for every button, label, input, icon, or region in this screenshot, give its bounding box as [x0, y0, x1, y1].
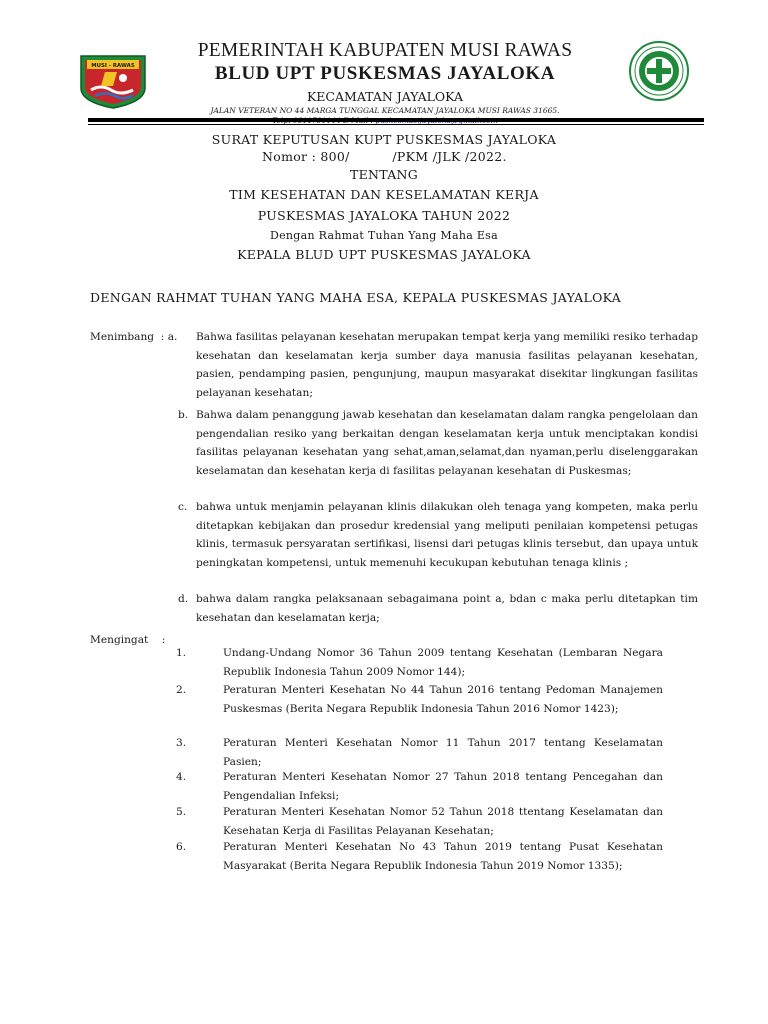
institution-name: BLUD UPT PUSKESMAS JAYALOKA	[214, 63, 556, 84]
preamble: DENGAN RAHMAT TUHAN YANG MAHA ESA, KEPALA PUSKESMAS JAYALOKA	[90, 290, 622, 305]
mengingat-item-5: Peraturan Menteri Kesehatan Nomor 52 Tahun 2018 ttentang Keselamatan dan Kesehatan Kerja di Fasilitas Pelayanan Kesehatan;	[223, 806, 663, 837]
decree-number: Nomor : 800/ /PKM /JLK /2022.	[262, 149, 507, 164]
mengingat-number-6: 6.	[176, 841, 187, 853]
menimbang-item-b: Bahwa dalam penanggung jawab kesehatan dan keselamatan dalam rangka pengelolaan dan pengendalian resiko yang berkaitan dengan keselamatan kerja untuk menciptakan kondisi fasilitas pelayanan kesehatan yang sehat,aman,selamat,dan nyaman,perlu diselenggarakan keselamatan dan kesehatan kerja di fasilitas pelayanan kesehatan di Puskesmas;	[196, 409, 698, 477]
menimbang-item-d: bahwa dalam rangka pelaksanaan sebagaimana point a, bdan c maka perlu ditetapkan tim kesehatan dan keselamatan kerja;	[196, 593, 698, 624]
mengingat-label: Mengingat :	[90, 634, 166, 646]
decree-subject-line2: PUSKESMAS JAYALOKA TAHUN 2022	[257, 208, 511, 223]
mengingat-item-3: Peraturan Menteri Kesehatan Nomor 11 Tahun 2017 tentang Keselamatan Pasien;	[223, 737, 663, 768]
puskesmas-cross-emblem	[628, 40, 690, 102]
mengingat-number-5: 5.	[176, 806, 187, 818]
about-heading: TENTANG	[349, 167, 419, 182]
address-line: JALAN VETERAN NO 44 MARGA TUNGGAL KECAMATAN JAYALOKA MUSI RAWAS 31665.	[210, 106, 560, 115]
menimbang-item-a: Bahwa fasilitas pelayanan kesehatan merupakan tempat kerja yang memiliki resiko terhadap kesehatan dan keselamatan kerja sumber daya manusia fasilitas pelayanan kesehatan, pasien, pendamping pasien, pengunjung, maupun masyarakat disekitar lingkungan fasilitas pelayanan kesehatan;	[196, 331, 698, 399]
letterhead-divider-thick	[88, 118, 704, 122]
letterhead-divider-thin	[88, 124, 704, 125]
decree-subject-line1: TIM KESEHATAN DAN KESELAMATAN KERJA	[229, 187, 539, 202]
district-name: KECAMATAN JAYALOKA	[306, 89, 464, 104]
mengingat-item-6: Peraturan Menteri Kesehatan No 43 Tahun 2019 tentang Pusat Kesehatan Masyarakat (Berita Negara Republik Indonesia Tahun 2019 Nomor 1335);	[223, 841, 663, 872]
menimbang-letter-d: d.	[178, 593, 189, 605]
menimbang-letter-b: b.	[178, 409, 189, 421]
issuer-line: KEPALA BLUD UPT PUSKESMAS JAYALOKA	[237, 247, 531, 262]
menimbang-label: Menimbang : a.	[90, 331, 178, 343]
mengingat-item-2: Peraturan Menteri Kesehatan No 44 Tahun 2016 tentang Pedoman Manajemen Puskesmas (Berita Negara Republik Indonesia Tahun 2016 Nomor 1423);	[223, 684, 663, 715]
emblem-banner-text: MUSI - RAWAS	[91, 63, 135, 69]
mengingat-item-1: Undang-Undang Nomor 36 Tahun 2009 tentang Kesehatan (Lembaran Negara Republik Indonesia Tahun 2009 Nomor 144);	[223, 647, 663, 678]
government-name: PEMERINTAH KABUPATEN MUSI RAWAS	[197, 40, 573, 61]
menimbang-letter-c: c.	[178, 501, 188, 513]
decree-title: SURAT KEPUTUSAN KUPT PUSKESMAS JAYALOKA	[211, 132, 557, 147]
mengingat-number-2: 2.	[176, 684, 187, 696]
mengingat-number-3: 3.	[176, 737, 187, 749]
mengingat-item-4: Peraturan Menteri Kesehatan Nomor 27 Tahun 2018 tentang Pencegahan dan Pengendalian Infeksi;	[223, 771, 663, 802]
mengingat-number-1: 1.	[176, 647, 187, 659]
menimbang-item-c: bahwa untuk menjamin pelayanan klinis dilakukan oleh tenaga yang kompeten, maka perlu ditetapkan kebijakan dan prosedur kredensial yang meliputi penilaian kompetensi petugas klinis, termasuk persyaratan sertifikasi, lisensi dari petugas klinis tersebut, dan upaya untuk peningkatan kompetensi, untuk memenuhi kecukupan kebutuhan tenaga klinis ;	[196, 501, 698, 569]
mengingat-number-4: 4.	[176, 771, 187, 783]
musi-rawas-regency-emblem	[77, 48, 149, 110]
invocation-line: Dengan Rahmat Tuhan Yang Maha Esa	[269, 229, 498, 242]
letterhead	[150, 40, 620, 126]
